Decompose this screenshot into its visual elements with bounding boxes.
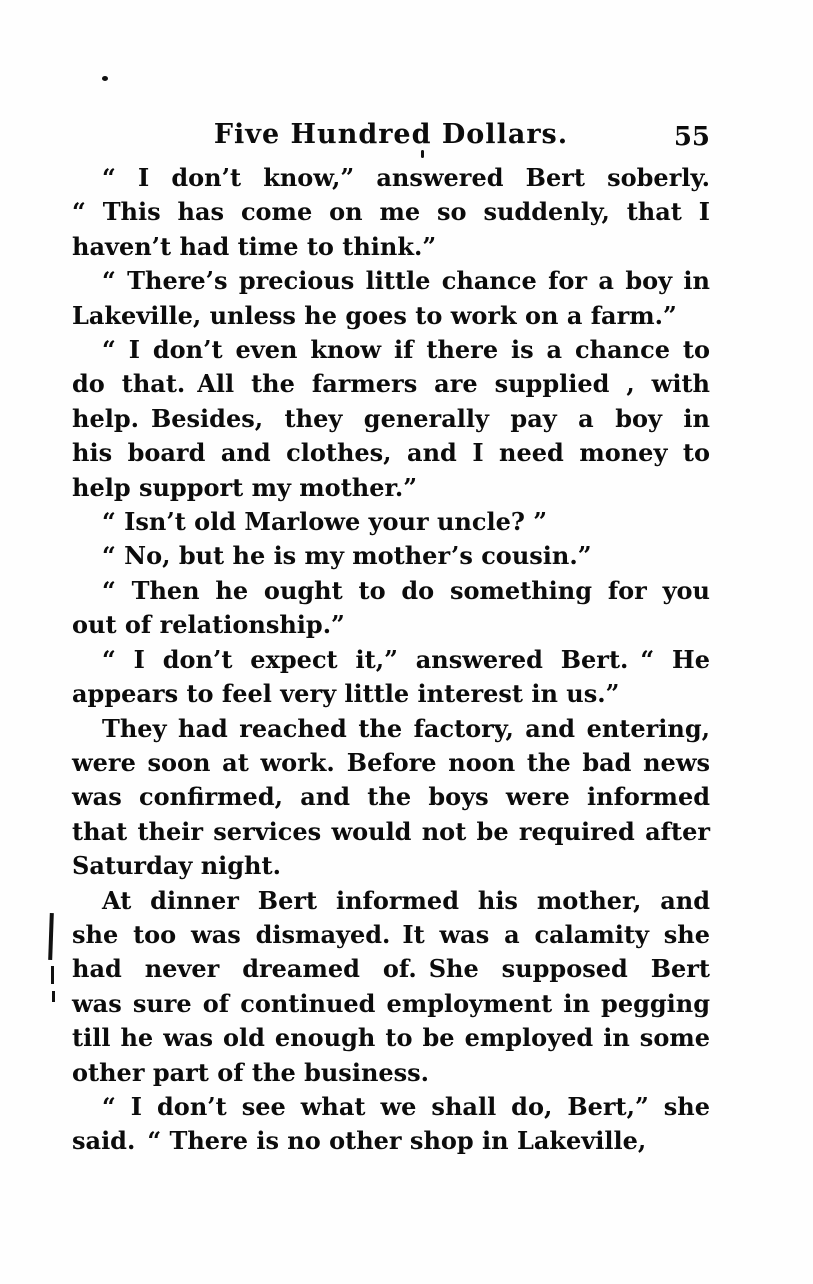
ink-speck	[102, 76, 108, 81]
text-line: “ I don’t expect it,” answered Bert. “ He	[102, 644, 710, 674]
page-number: 55	[673, 122, 710, 152]
text-line: Lakeville, unless he goes to work on a farm.”	[72, 300, 677, 330]
text-line: They had reached the factory, and entering,	[102, 713, 710, 743]
text-line: was confirmed, and the boys were informed	[72, 782, 710, 812]
text-line: “ Then he ought to do something for you	[102, 575, 710, 605]
text-line: appears to feel very little interest in us.”	[72, 679, 620, 709]
paragraph	[72, 574, 710, 643]
paragraph	[72, 884, 710, 1090]
margin-ink-mark	[51, 966, 54, 984]
text-line: till he was old enough to be employed in some	[72, 1023, 710, 1053]
text-line: “ I don’t see what we shall do, Bert,” she	[102, 1091, 710, 1121]
text-line: she too was dismayed. It was a calamity she	[72, 919, 710, 949]
paragraph	[72, 712, 710, 884]
text-line: were soon at work. Before noon the bad news	[72, 747, 710, 777]
paragraph	[72, 643, 710, 712]
paragraph	[72, 333, 710, 505]
paragraph	[72, 539, 710, 573]
text-line: said. “ There is no other shop in Lakeville,	[72, 1126, 647, 1156]
text-line: out of relationship.”	[72, 610, 345, 640]
paragraph	[72, 505, 710, 539]
text-line: “ There’s precious little chance for a boy in	[102, 266, 710, 296]
page-body	[72, 161, 710, 1159]
text-line: had never dreamed of. She supposed Bert	[72, 954, 710, 984]
margin-ink-mark	[48, 913, 54, 960]
text-line: other part of the business.	[72, 1057, 430, 1087]
page-header	[72, 119, 710, 157]
paragraph	[72, 161, 710, 264]
text-line: “ No, but he is my mother’s cousin.”	[102, 541, 592, 571]
text-line: help support my mother.”	[72, 472, 418, 502]
text-line: do that. All the farmers are supplied , with	[72, 369, 710, 399]
text-line: was sure of continued employment in pegging	[72, 988, 710, 1018]
text-line: “ I don’t even know if there is a chance to	[102, 335, 710, 365]
text-line: “ I don’t know,” answered Bert soberly.	[102, 163, 710, 192]
paragraph	[72, 1090, 710, 1159]
text-line: that their services would not be required after	[72, 816, 710, 846]
text-line: help. Besides, they generally pay a boy in	[72, 403, 710, 433]
margin-ink-mark	[52, 991, 55, 1002]
text-line: “ This has come on me so suddenly, that I	[72, 197, 710, 227]
page-title: Five Hundred Dollars.	[213, 119, 569, 150]
text-line: his board and clothes, and I need money to	[72, 438, 710, 468]
text-line: “ Isn’t old Marlowe your uncle? ”	[102, 507, 548, 537]
text-line: Saturday night.	[72, 851, 281, 881]
text-line: At dinner Bert informed his mother, and	[102, 885, 710, 915]
paragraph	[72, 264, 710, 333]
text-line: haven’t had time to think.”	[72, 231, 437, 261]
